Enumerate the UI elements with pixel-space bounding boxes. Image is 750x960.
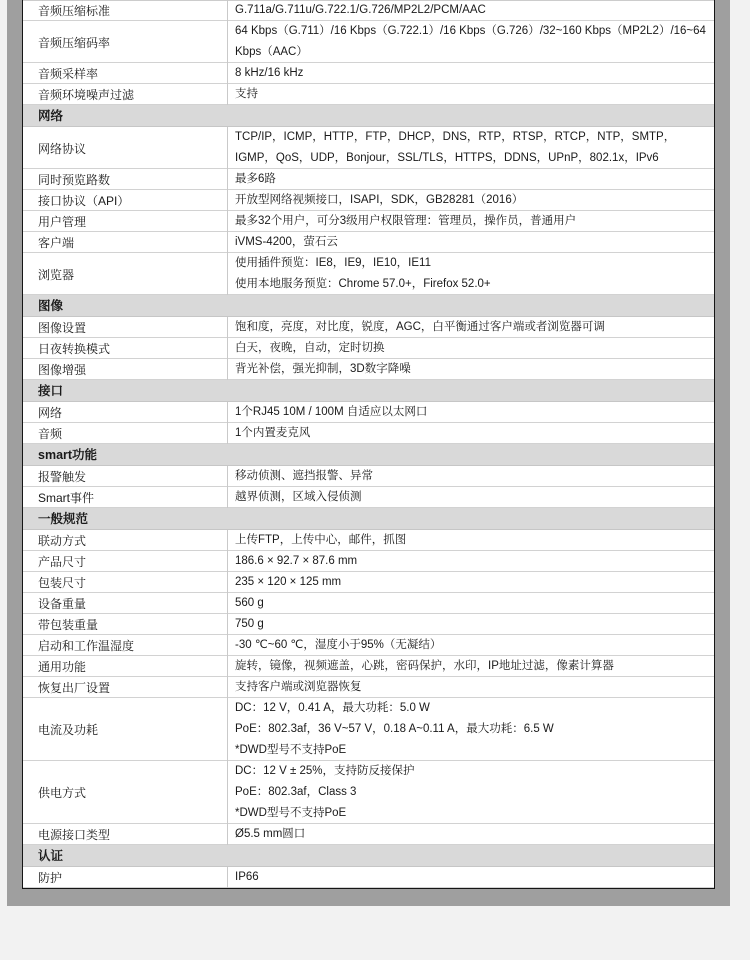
row-value: 235 × 120 × 125 mm bbox=[235, 576, 342, 588]
row-label: 图像设置 bbox=[23, 317, 228, 338]
row-label: 报警触发 bbox=[23, 466, 228, 487]
row-label: 音频压缩码率 bbox=[23, 21, 228, 63]
row-value: 白天，夜晚，自动，定时切换 bbox=[235, 342, 385, 354]
table-row bbox=[23, 63, 714, 84]
row-value: TCP/IP，ICMP，HTTP，FTP，DHCP，DNS，RTP，RTSP，RTCP，NTP，SMTP，IGMP，QoS，UDP，Bonjour，SSL/TLS，HTTPS，DDNS，UPnP，802.1x，IPv6 bbox=[235, 131, 676, 164]
row-value: 越界侦测，区域入侵侦测 bbox=[235, 491, 362, 503]
row-label: 接口协议（API） bbox=[23, 190, 228, 211]
row-value bbox=[228, 698, 714, 761]
row-label: 启动和工作温湿度 bbox=[23, 635, 228, 656]
table-row bbox=[23, 127, 714, 169]
row-value: Ø5.5 mm圆口 bbox=[235, 828, 306, 840]
table-row bbox=[23, 824, 714, 845]
row-value: 186.6 × 92.7 × 87.6 mm bbox=[235, 555, 358, 567]
row-label: 供电方式 bbox=[23, 761, 228, 824]
table-row bbox=[23, 677, 714, 698]
table-row bbox=[23, 0, 714, 21]
table-row bbox=[23, 169, 714, 190]
value-line: 使用本地服务预览：Chrome 57.0+，Firefox 52.0+ bbox=[235, 278, 491, 290]
table-row bbox=[23, 402, 714, 423]
table-section-header: 网络 bbox=[23, 105, 714, 127]
table-row bbox=[23, 253, 714, 295]
spec-table bbox=[22, 0, 715, 889]
value-line: *DWD型号不支持PoE bbox=[235, 744, 347, 756]
row-label: 通用功能 bbox=[23, 656, 228, 677]
row-label: 客户端 bbox=[23, 232, 228, 253]
value-line: 使用插件预览：IE8，IE9，IE10，IE11 bbox=[235, 257, 431, 269]
table-section-header: smart功能 bbox=[23, 444, 714, 466]
row-label: 网络 bbox=[23, 402, 228, 423]
row-value: 背光补偿，强光抑制，3D数字降噪 bbox=[235, 363, 411, 375]
row-label: 设备重量 bbox=[23, 593, 228, 614]
row-value bbox=[228, 253, 714, 295]
table-row bbox=[23, 572, 714, 593]
row-value: 最多6路 bbox=[235, 173, 276, 185]
table-row bbox=[23, 84, 714, 105]
row-label: 音频环境噪声过滤 bbox=[23, 84, 228, 105]
row-value: 1个RJ45 10M / 100M 自适应以太网口 bbox=[235, 406, 428, 418]
table-row bbox=[23, 698, 714, 761]
table-row bbox=[23, 232, 714, 253]
table-row bbox=[23, 530, 714, 551]
row-label: 音频压缩标准 bbox=[23, 0, 228, 21]
table-section-header: 接口 bbox=[23, 380, 714, 402]
table-row bbox=[23, 551, 714, 572]
row-label: 音频采样率 bbox=[23, 63, 228, 84]
row-value: 移动侦测、遮挡报警、异常 bbox=[235, 470, 373, 482]
row-label: 恢复出厂设置 bbox=[23, 677, 228, 698]
row-label: 包装尺寸 bbox=[23, 572, 228, 593]
row-label: Smart事件 bbox=[23, 487, 228, 508]
table-row bbox=[23, 211, 714, 232]
row-label: 日夜转换模式 bbox=[23, 338, 228, 359]
row-value: iVMS-4200，萤石云 bbox=[235, 236, 338, 248]
row-label: 用户管理 bbox=[23, 211, 228, 232]
value-line: *DWD型号不支持PoE bbox=[235, 807, 347, 819]
row-value: 1个内置麦克风 bbox=[235, 427, 311, 439]
row-label: 浏览器 bbox=[23, 253, 228, 295]
table-row bbox=[23, 21, 714, 63]
row-value: IP66 bbox=[235, 871, 259, 883]
table-row bbox=[23, 635, 714, 656]
row-value: 560 g bbox=[235, 597, 264, 609]
row-label: 产品尺寸 bbox=[23, 551, 228, 572]
table-row bbox=[23, 614, 714, 635]
table-row bbox=[23, 190, 714, 211]
value-line: DC：12 V，0.41 A，最大功耗：5.0 W bbox=[235, 702, 430, 714]
row-label: 联动方式 bbox=[23, 530, 228, 551]
row-label: 同时预览路数 bbox=[23, 169, 228, 190]
row-label: 防护 bbox=[23, 867, 228, 888]
table-row bbox=[23, 867, 714, 888]
row-value: 开放型网络视频接口，ISAPI，SDK，GB28281（2016） bbox=[235, 194, 524, 206]
table-section-header: 图像 bbox=[23, 295, 714, 317]
row-label: 电源接口类型 bbox=[23, 824, 228, 845]
row-label: 网络协议 bbox=[23, 127, 228, 169]
row-label: 带包装重量 bbox=[23, 614, 228, 635]
row-label: 图像增强 bbox=[23, 359, 228, 380]
row-value: 旋转，镜像，视频遮盖，心跳，密码保护，水印，IP地址过滤，像素计算器 bbox=[235, 660, 614, 672]
table-row bbox=[23, 761, 714, 824]
table-row bbox=[23, 317, 714, 338]
table-row bbox=[23, 423, 714, 444]
value-line: PoE：802.3af，Class 3 bbox=[235, 786, 357, 798]
row-value: 64 Kbps（G.711）/16 Kbps（G.722.1）/16 Kbps（G.726）/32~160 Kbps（MP2L2）/16~64 Kbps（AAC） bbox=[235, 25, 706, 58]
row-value: 上传FTP，上传中心，邮件，抓图 bbox=[235, 534, 407, 546]
table-row bbox=[23, 593, 714, 614]
table-row bbox=[23, 656, 714, 677]
row-value: 750 g bbox=[235, 618, 264, 630]
row-value: 支持客户端或浏览器恢复 bbox=[235, 681, 362, 693]
row-label: 音频 bbox=[23, 423, 228, 444]
table-row bbox=[23, 359, 714, 380]
table-section-header: 一般规范 bbox=[23, 508, 714, 530]
row-value: -30 ℃~60 ℃，湿度小于95%（无凝结） bbox=[235, 639, 442, 651]
value-line: DC：12 V ± 25%，支持防反接保护 bbox=[235, 765, 415, 777]
row-value: G.711a/G.711u/G.722.1/G.726/MP2L2/PCM/AAC bbox=[235, 4, 486, 16]
row-value: 8 kHz/16 kHz bbox=[235, 67, 304, 79]
row-value: 支持 bbox=[235, 88, 258, 100]
row-value: 最多32个用户，可分3级用户权限管理：管理员，操作员，普通用户 bbox=[235, 215, 577, 227]
row-value bbox=[228, 761, 714, 824]
value-line: PoE：802.3af，36 V~57 V，0.18 A~0.11 A，最大功耗：6.5 W bbox=[235, 723, 554, 735]
row-label: 电流及功耗 bbox=[23, 698, 228, 761]
table-row bbox=[23, 338, 714, 359]
row-value: 饱和度，亮度，对比度，锐度，AGC，白平衡通过客户端或者浏览器可调 bbox=[235, 321, 605, 333]
table-row bbox=[23, 487, 714, 508]
table-row bbox=[23, 466, 714, 487]
table-section-header: 认证 bbox=[23, 845, 714, 867]
